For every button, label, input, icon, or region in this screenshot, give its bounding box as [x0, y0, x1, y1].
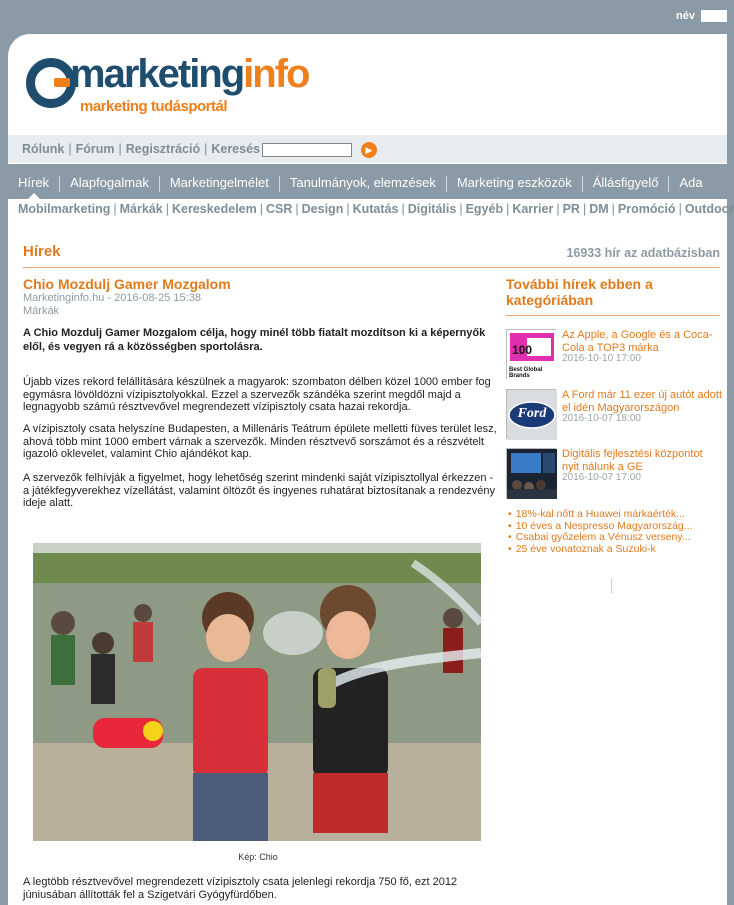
best-global-brands-thumb[interactable]: [506, 329, 556, 379]
article-source: Marketinginfo.hu - 2016-08-25 15:38: [23, 292, 201, 304]
sidebar-news-link[interactable]: Az Apple, a Google és a Coca-Cola a TOP3 márka: [562, 329, 713, 354]
sidebar-news-link[interactable]: Digitális fejlesztési központot nyit nálunk a GE: [562, 448, 703, 473]
article-paragraph-4: A legtöbb résztvevővel megrendezett vízipisztoly csata jelenlegi rekordja 750 fő, ezt 2012 júniusában állították fel a Szigetvári Gyógyfürdőben.: [23, 876, 458, 901]
article-lead: A Chio Mozdulj Gamer Mozgalom célja, hogy minél több fiatalt mozdítson ki a képernyők elől, és vegyen rá a közösségben sportolásra.: [23, 327, 486, 353]
utility-links: Rólunk | Fórum | Regisztráció | Keresés: [22, 142, 260, 156]
subnav-item[interactable]: Egyéb: [465, 202, 504, 216]
subnav-item[interactable]: Digitális: [407, 202, 457, 216]
water-fight-photo-icon: [33, 543, 481, 841]
nav-hirek[interactable]: [8, 164, 59, 199]
sidebar-title: További hírek ebben a kategóriában: [506, 276, 653, 308]
sidebar-divider: [506, 315, 720, 316]
sidebar-news-link[interactable]: A Ford már 11 ezer új autót adott el idén Magyarországon: [562, 389, 722, 414]
subnav-item[interactable]: Promóció: [617, 202, 676, 216]
sidebar-more-link[interactable]: • Csabai győzelem a Vénusz verseny...: [508, 532, 693, 544]
nav-allasfigyelo[interactable]: Állásfigyelő: [592, 175, 659, 190]
sidebar-news-date: 2016-10-10 17:00: [562, 353, 641, 364]
subnav-item[interactable]: Márkák: [119, 202, 163, 216]
nav-ada[interactable]: Ada: [679, 175, 703, 190]
subnav-item[interactable]: PR: [562, 202, 580, 216]
article-meta: [23, 292, 201, 318]
section-title: Hírek: [23, 243, 61, 260]
logo-word-accent: info: [243, 52, 309, 96]
article-paragraph-2: A vízipisztoly csata helyszíne Budapesten, a Millenáris Teátrum épülete melletti füves terület lesz, ahová több mint 1000 embert várnak a szervezők. Minden résztvevő sorszámot és a részvételt igazoló oklevelet, valamint Chio ajándékot kap.: [23, 423, 497, 460]
nav-marketingelmelet[interactable]: Marketingelmélet: [169, 175, 269, 190]
link-rolunk[interactable]: Rólunk: [22, 142, 65, 156]
article-paragraph-3: A szervezők felhívják a figyelmet, hogy lehetőség szerint mindenki saját vízipisztollyal érkezzen - a játékfegyverekhez vízellátást, valamint öltözőt és ingyenes ruhatárat biztosítanak a rendezvény ideje alatt.: [23, 472, 496, 509]
link-regisztracio[interactable]: Regisztráció: [125, 142, 201, 156]
photo-caption: Kép: Chio: [238, 852, 278, 862]
arrow-right-icon: ▶: [365, 145, 373, 155]
ge-center-thumb[interactable]: [506, 448, 556, 498]
thumb-text: Best Global Brands: [509, 367, 543, 379]
logo-word-main: marketing: [70, 52, 244, 96]
sidebar-news-item[interactable]: [506, 389, 720, 443]
subnav-item[interactable]: Kereskedelem: [171, 202, 257, 216]
sidebar-news-date: 2016-10-07 17:00: [562, 472, 641, 483]
article-category: Márkák: [23, 305, 60, 317]
category-subnav: Mobilmarketing | Márkák | Kereskedelem | CSR | Design | Kutatás | Digitális | Egyéb | Karrier | PR | DM | Promóció | Outdoor: [18, 202, 734, 216]
sidebar-more-link[interactable]: • 10 éves a Nespresso Magyarország...: [508, 521, 693, 533]
ford-thumb[interactable]: [506, 389, 556, 439]
link-kereses[interactable]: Keresés: [211, 142, 260, 156]
section-divider: [23, 267, 720, 268]
search-input[interactable]: [262, 143, 352, 157]
thumb-text: Ford: [517, 406, 547, 421]
subnav-item[interactable]: Kutatás: [352, 202, 399, 216]
nav-tanulmanyok[interactable]: Tanulmányok, elemzések: [289, 175, 436, 190]
sidebar-news-date: 2016-10-07 18:00: [562, 413, 641, 424]
utility-link-bar: [8, 135, 727, 163]
active-caret-icon: [28, 193, 40, 199]
database-count: 16933 hír az adatbázisban: [566, 246, 720, 260]
sidebar-more-link[interactable]: • 18%-kal nőtt a Huawei márkaérték...: [508, 509, 693, 521]
site-logo[interactable]: [26, 54, 386, 134]
nav-alapfogalmak[interactable]: Alapfogalmak: [70, 175, 149, 190]
page-container: [8, 34, 734, 905]
article-title: Chio Mozdulj Gamer Mozgalom: [23, 276, 231, 292]
sidebar-more-link[interactable]: • 25 éve vonatoznak a Suzuki-k: [508, 544, 693, 556]
subnav-item[interactable]: Karrier: [512, 202, 554, 216]
nav-marketing-eszkozok[interactable]: Marketing eszközök: [456, 175, 572, 190]
article-paragraph-1: Újabb vizes rekord felállítására készülnek a magyarok: szombaton délben közel 1000 ember fog egymásra lövöldözni vízipisztolyokkal. Ezzel a szervezők szándéka szerint megdől majd a legnagyobb számú résztvevővel megrendezett vízipisztoly csata hazai rekordja.: [23, 376, 491, 413]
link-forum[interactable]: Fórum: [75, 142, 115, 156]
article-photo: [33, 543, 481, 841]
svg-text:100: 100: [512, 343, 533, 357]
subnav-item[interactable]: Outdoor: [684, 202, 734, 216]
subnav-item[interactable]: Mobilmarketing: [18, 202, 111, 216]
sidebar-news-item[interactable]: [506, 329, 720, 383]
logo-dot-icon: [54, 78, 70, 87]
subnav-item[interactable]: Design: [301, 202, 344, 216]
nav-hirek-label: Hírek: [18, 175, 50, 190]
main-nav: [8, 164, 727, 199]
logo-subtitle: marketing tudásportál: [80, 98, 228, 115]
logo-wordmark: [70, 52, 308, 97]
subnav-item[interactable]: CSR: [266, 202, 293, 216]
top-bar: [0, 0, 727, 34]
name-label: név: [676, 10, 695, 22]
sidebar-news-item[interactable]: [506, 448, 720, 502]
search-go-button[interactable]: [361, 142, 377, 158]
subnav-item[interactable]: DM: [589, 202, 609, 216]
name-input[interactable]: [701, 10, 727, 22]
conference-photo-icon: [507, 449, 557, 499]
sidebar-more-links: [508, 509, 693, 555]
sidebar-divider-tick: [611, 579, 612, 593]
